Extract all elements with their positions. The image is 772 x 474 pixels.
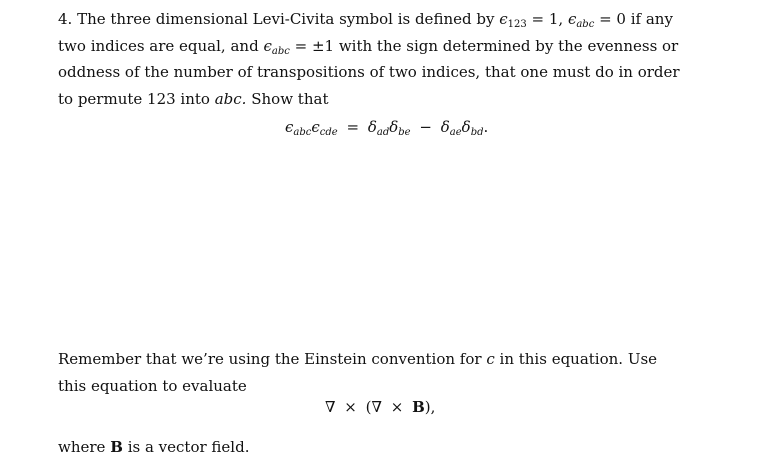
- nabla-1: ∇: [325, 398, 336, 416]
- eq1-equals: =: [346, 118, 360, 136]
- cross-2: ×: [390, 398, 404, 416]
- abc-math: abc.: [214, 89, 247, 108]
- remember-text-after: in this equation. Use this equation: [58, 350, 658, 395]
- open-paren: (: [365, 398, 372, 416]
- epsilon-abc: $\epsilon_{abc}$: [567, 10, 595, 30]
- vector-b: B: [412, 398, 425, 416]
- footer-vector-b: B: [110, 438, 123, 456]
- cross-1: ×: [344, 398, 357, 416]
- footer-text-before: where: [58, 438, 106, 456]
- remember-paragraph: [58, 346, 688, 399]
- close-paren: ),: [424, 398, 436, 416]
- curl-curl-equation: [325, 398, 435, 416]
- eq1-eps1: $\epsilon_{abc}$: [285, 118, 312, 138]
- einstein-index: c: [486, 350, 495, 368]
- problem-number: 4.: [58, 10, 73, 28]
- eq1-delta3: $\delta_{ae}$: [440, 118, 462, 138]
- eq1-end: .: [483, 118, 489, 136]
- line4-text: Show that: [251, 89, 329, 108]
- epsilon-abc-2: $\epsilon_{abc}$: [263, 36, 290, 57]
- eps123-value: = 1,: [531, 10, 564, 28]
- line3-text: the number of transpositions of two indices, that one must do in order to permute 123 into: [58, 63, 680, 108]
- epsabc-value: = 0 if any two: [58, 10, 673, 55]
- eq1-eps2: $\epsilon_{cde}$: [311, 118, 338, 138]
- line2-text: indices are equal, and: [90, 36, 259, 55]
- remember-line2: to evaluate: [162, 376, 247, 395]
- footer-paragraph: [58, 434, 688, 461]
- levi-civita-identity-equation: [285, 118, 488, 136]
- eq1-minus: −: [419, 118, 432, 136]
- eq1-delta4: $\delta_{bd}$: [461, 118, 484, 138]
- footer-text-after: is a vector field.: [127, 438, 250, 456]
- problem-statement: [58, 6, 688, 112]
- epsilon-123: $\epsilon_{123}$: [499, 10, 527, 30]
- intro-text: The three dimensional Levi-Civita symbol is defined by: [77, 10, 495, 28]
- nabla-2: ∇: [371, 398, 382, 416]
- eq1-delta2: $\delta_{be}$: [389, 118, 411, 138]
- eq1-delta1: $\delta_{ad}$: [367, 118, 390, 138]
- remember-text-before: Remember that we’re using the Einstein convention for: [58, 350, 482, 368]
- line2-rest: = ±1 with the sign determined by the evenness or oddness of: [58, 36, 679, 81]
